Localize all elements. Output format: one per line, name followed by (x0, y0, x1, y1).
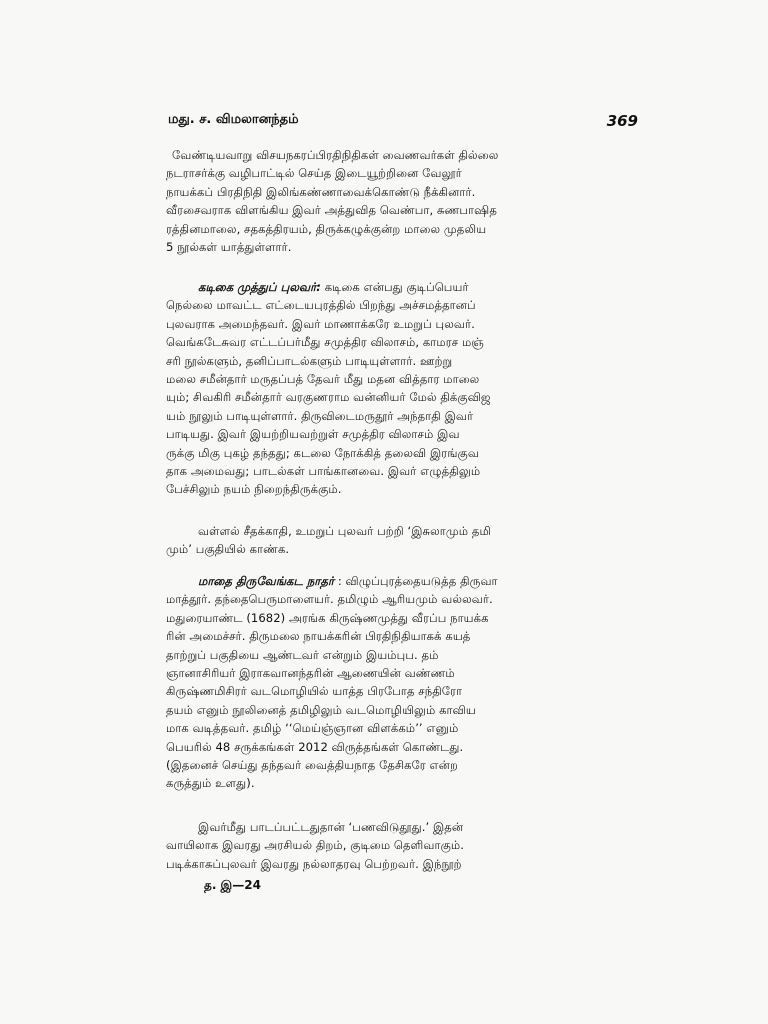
text-line: கிருஷ்ணமிசிரர் வடமொழியில் யாத்த பிரபோத சந்திரோ (166, 684, 463, 699)
text-line: பெயரில் 48 சருக்கங்கள் 2012 விருத்தங்கள் கொண்டது. (166, 739, 464, 754)
text-line: சரி நூல்களும், தனிப்பாடல்களும் பாடியுள்ளார். ஊற்று (166, 353, 453, 368)
text-line: நாயக்கப் பிரதிநிதி இலிங்கண்ணாவைக்கொண்டு நீக்கினார். (166, 184, 476, 199)
text-line: வள்ளல் சீதக்காதி, உமறுப் புலவர் பற்றி ‘இசுலாமும் தமி (198, 524, 491, 538)
text-line: நெல்லை மாவட்ட எட்டையபுரத்தில் பிறந்து அச்சமத்தானப் (166, 298, 476, 313)
text-line: வாயிலாக இவரது அரசியல் திறம், குடிமை தெளிவாகும். (166, 838, 465, 853)
text-line: தயம் எனும் நூலினைத் தமிழிலும் வடமொழியிலும் காவிய (166, 702, 476, 717)
text-fragment: : விழுப்புரத்தையடுத்த திருவா (334, 574, 498, 588)
text-line: மலை சமீன்தார் மருதப்பத் தேவர் மீது மதன வித்தார மாலை (166, 371, 480, 386)
text-line: வெங்கடேசுவர எட்டப்பர்மீது சமுத்திர விலாசம், காமரச மஞ் (166, 335, 484, 350)
running-header (168, 112, 638, 136)
text-line: வீரசைவராக விளங்கிய இவர் அத்துவித வெண்பா, சுணபாஷித (166, 203, 497, 218)
text-line: ரின் அமைச்சர். திருமலை நாயக்கரின் பிரதிநிதியாகக் கயத் (166, 629, 471, 644)
text-line: யம் நூலும் பாடியுள்ளார். திருவிடைமருதூர் அந்தாதி இவர் (166, 408, 474, 423)
text-line: மும்’ பகுதியில் காண்க. (166, 542, 290, 557)
text-line: தாற்றுப் பகுதியை ஆண்டவர் என்றும் இயம்புப. தம் (166, 647, 439, 662)
text-fragment: கடிகை என்பது குடிப்பெயர் (320, 280, 469, 294)
section-heading: மாதை திருவேங்கட நாதர் (198, 574, 335, 588)
text-line (166, 278, 640, 296)
text-line: கருத்தும் உளது). (166, 776, 255, 791)
header-author: மது. ச. விமலானந்தம் (168, 112, 299, 127)
text-line: வேண்டியவாறு விசயநகரப்பிரதிநிதிகள் வைணவர்கள் தில்லை (172, 148, 499, 162)
text-line: 5 நூல்கள் யாத்துள்ளார். (166, 239, 292, 254)
text-line: ருக்கு மிகு புகழ் தந்தது; கடலை நோக்கித் தலைவி இரங்குவ (166, 445, 479, 460)
text-line: நடராசர்க்கு வழிபாட்டில் செய்த இடையூற்றினை வேலூர் (166, 166, 462, 181)
text-line: தாக அமைவது; பாடல்கள் பாங்கானவை. இவர் எழுத்திலும் (166, 463, 481, 478)
text-line: பேச்சிலும் நயம் நிறைந்திருக்கும். (166, 482, 342, 497)
paragraph-seethakathi (166, 522, 640, 559)
text-line: ஞானாசிரியர் இராகவானந்தரின் ஆணையின் வண்ணம் (166, 665, 455, 680)
paragraph-kadigai-muthu-pulavar (166, 278, 640, 499)
section-heading: கடிகை முத்துப் புலவர்: (198, 280, 321, 294)
paragraph-intro (166, 146, 640, 256)
signature-mark: த. இ—24 (204, 878, 261, 892)
paragraph-maathai-thiruvenkata-nathar (166, 572, 640, 793)
paragraph-panavidu-thoothu (166, 818, 640, 873)
text-line: யும்; சிவகிரி சமீன்தார் வரகுணராம வன்னியர் மேல் திக்குவிஜ (166, 390, 491, 405)
text-line (166, 572, 640, 590)
text-line: மாக வடித்தவர். தமிழ் ‘‘மெய்ஞ்ஞான விளக்கம்’’ எனும் (166, 721, 459, 736)
page-number: 369 (606, 112, 638, 130)
text-line: புலவராக அமைந்தவர். இவர் மாணாக்கரே உமறுப் புலவர். (166, 316, 475, 331)
text-line: (இதனைச் செய்து தந்தவர் வைத்தியநாத தேசிகரே என்ற (166, 757, 458, 772)
text-line: ரத்தினமாலை, சதகத்திரயம், திருக்கழுக்குன்ற மாலை முதலிய (166, 221, 487, 236)
text-line: படிக்காசுப்புலவர் இவரது நல்லாதரவு பெற்றவர். இந்நூற் (166, 856, 462, 871)
text-line: மாத்தூர். தந்தைபெருமாளையர். தமிழும் ஆரியமும் வல்லவர். (166, 592, 493, 607)
text-line: மதுரையாண்ட (1682) அரங்க கிருஷ்ணமுத்து வீரப்ப நாயக்க (166, 610, 489, 625)
text-line: இவர்மீது பாடப்பட்டதுதான் ‘பணவிடுதூது.’ இதன் (198, 820, 464, 834)
text-line: பாடியது. இவர் இயற்றியவற்றுள் சமுத்திர விலாசம் இவ (166, 427, 460, 442)
